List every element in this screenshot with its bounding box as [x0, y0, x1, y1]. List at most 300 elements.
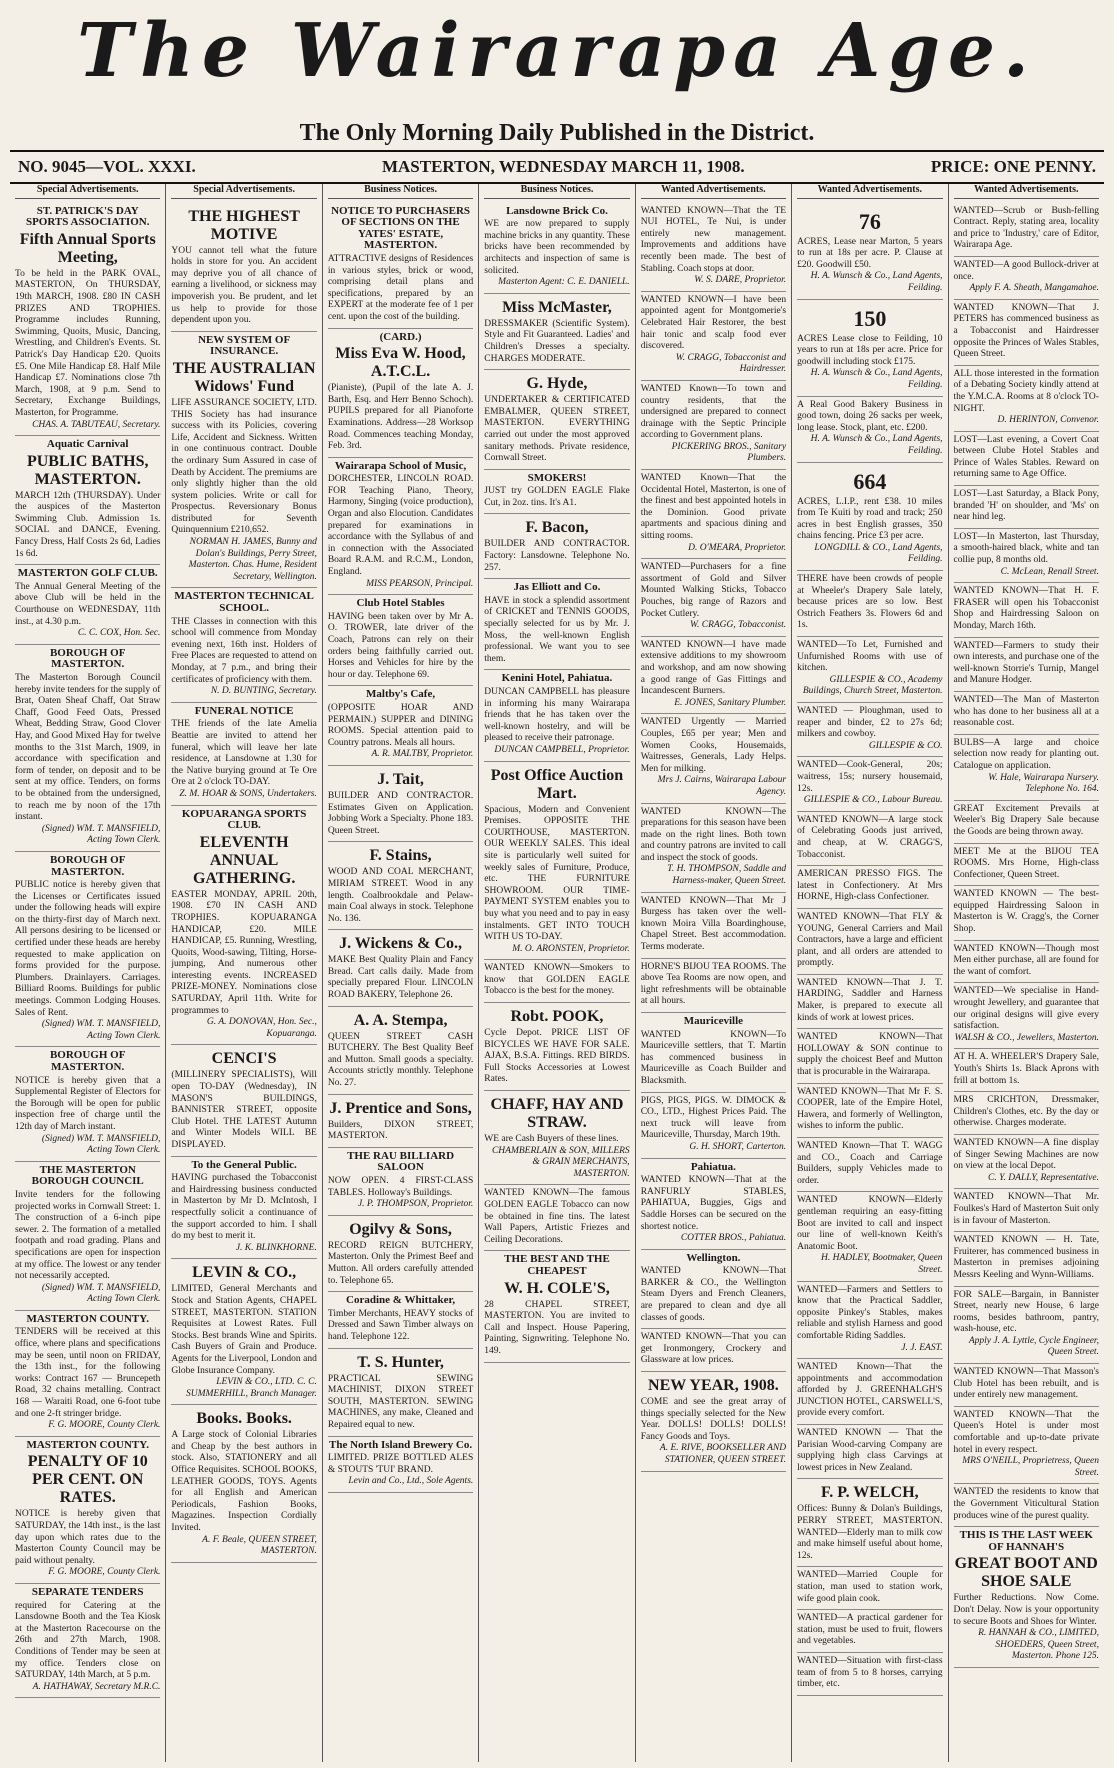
advertisement [954, 983, 1099, 1049]
ad-signature: DUNCAN CAMPBELL, Proprietor. [494, 744, 630, 755]
ad-display-line: Books. Books. [196, 1410, 292, 1428]
ad-heading: THE RAU BILLIARD SALOON [347, 1149, 455, 1174]
ad-body: WANTED KNOWN — H. Tate, Fruiterer, has commenced business in Masterton in premises adjoining Messrs Keeling and Wynn-Williams. [953, 1235, 1099, 1280]
advertisement [954, 844, 1099, 887]
ad-body: To be held in the PARK OVAL, MASTERTON, On THURSDAY, 19th MARCH, 1908. £80 IN CASH PRIZES AND TROPHIES. Programme includes Running, Swimming, Quoits, Music, Dancing, Wrestling, and Children's Events. St. Patrick's Day Handicap £20. Quoits £5. One Mile Handicap £8. Half Mile Handicap £7. Nominations close 7th March, 1908, at 9 p.m. Send to Secretary, Exchange Buildings, Masterton, for Programme. [15, 268, 161, 418]
ad-body: Invite tenders for the following projected works in Cornwall Street: 1. The construction of a 6-inch pipe sewer. 2. The formation of a metalled footpath and road grading. Plans and specifications are open for inspection at my office. The lowest or any tender not necessarily accepted. [15, 1189, 161, 1282]
ad-body: WANTED KNOWN—The famous GOLDEN EAGLE Tobacco can now be obtained in fine tins. The latest Wall Papers, Artistic Friezes and Ceiling Decorations. [484, 1188, 630, 1245]
advertisement [15, 852, 160, 1048]
ad-body: WANTED KNOWN — That the Parisian Wood-carving Company are supplying high class Carvings at lowest prices in New Zealand. [797, 1428, 943, 1473]
ad-signature: J. P. THOMPSON, Proprietor. [357, 1199, 474, 1210]
ad-body: WANTED—To Let, Furnished and Unfurnished Rooms with use of kitchen. [797, 640, 943, 674]
advertisement [954, 1135, 1099, 1189]
ad-body: WANTED Known—To town and country residents, that the undersigned are prepared to connect drainage with the Septic Principle according to Government plans. [640, 383, 787, 441]
advertisement [15, 1584, 160, 1698]
advertisement [15, 1311, 160, 1437]
ad-signature: J. J. EAST. [901, 1342, 943, 1353]
ad-signature: CHAMBERLAIN & SON, MILLERS & GRAIN MERCHANTS, MASTERTON. [491, 1145, 630, 1179]
advertisement [328, 203, 473, 329]
advertisement [797, 1084, 942, 1138]
advertisement [15, 1162, 160, 1311]
ad-body: LIFE ASSURANCE SOCIETY, LTD. THIS Society has had insurance success with its Policies, covering Life, Accident and Sickness. Written in one continuous contract. Double the ordinary Sum Assured in case of Death by Accident. The premiums are only slightly higher than the old system policies. Write or call for Prospectus. Reversionary Bonus distributed for Seventh Quinquennium £210,652. [171, 397, 317, 536]
ad-signature: Levin and Co., Ltd., Sole Agents. [348, 1476, 474, 1487]
ad-body: (MILLINERY SPECIALISTS), Will open TO-DAY (Wednesday), IN MASON'S BUILDINGS, BANNISTER STREET, opposite Club Hotel. THE LATEST Autumn and Winter Models WILL BE DISPLAYED. [171, 1070, 317, 1150]
ad-body: WANTED Urgently — Married Couples, £65 per year; Men and Women Cooks, Housemaids, Waitresses, Generals, Lady Helps. Men for milking. [640, 717, 787, 774]
ad-display-line: F. P. WELCH, [820, 1484, 919, 1502]
ad-body: LOST—In Masterton, last Thursday, a smooth-haired black, white and tan collie pup, 8 months old. [953, 531, 1099, 566]
ad-body: WOOD AND COAL MERCHANT, MIRIAM STREET. Wood in any length. Coalbrookdale and Pelaw-main Coal always in stock. Telephone No. 136. [327, 867, 474, 924]
ad-body: AMERICAN PRESSO FIGS. The latest in Confectionery. At Mrs HORNE, High-class Confectioner. [797, 869, 943, 903]
ad-body: WANTED—Situation with first-class team of from 5 to 8 horses, carrying timber, etc. [797, 1655, 943, 1690]
advertisement [15, 645, 160, 852]
ad-body: WANTED—Scrub or Bush-felling Contract. Reply, stating area, locality and price to 'Industry,' care of Editor, Wairarapa Age. [953, 205, 1099, 251]
ad-signature: H. A. Wunsch & Co., Land Agents, Feilding. [810, 271, 943, 293]
advertisement [484, 670, 629, 761]
ad-display-line: Robt. POOK, [510, 1008, 604, 1026]
ad-body: COME and see the great array of things specially selected for the New Year. DOLLS! DOLLS! DOLLS! Fancy Goods and Toys. [640, 1397, 787, 1442]
ad-signature: (Signed) WM. T. MANSFIELD, Acting Town Clerk. [41, 1133, 161, 1156]
ad-signature: J. K. BLINKHORNE. [235, 1242, 317, 1253]
ad-signature: (Signed) WM. T. MANSFIELD, Acting Town Clerk. [41, 1282, 161, 1305]
column-heading: Wanted Advertisements. [954, 184, 1099, 199]
ad-display-line: 664 [853, 468, 887, 494]
advertisement [797, 975, 942, 1029]
ad-body: WANTED KNOWN—To Mauriceville settlers, that T. Martin has commenced business in Mauriceville as Coach Builder and Blacksmith. [640, 1029, 787, 1086]
ad-body: WANTED KNOWN—I have been appointed agent for Montgomerie's Celebrated Hair Restorer, the best hair tonic and scalp food ever discovered. [640, 294, 787, 352]
ad-body: WANTED KNOWN—That J. T. HARDING, Saddler and Harness Maker, is prepared to execute all kinds of work at lowest prices. [797, 977, 943, 1023]
ad-signature: Apply J. A. Lyttle, Cycle Engineer, Queen Street. [968, 1335, 1099, 1358]
ad-body: A Real Good Bakery Business in good town, doing 26 sacks per week, long lease. Stock, plant, etc. £200. [797, 399, 943, 433]
ad-body: MEET Me at the BIJOU TEA ROOMS. Mrs Horne, High-class Confectioner, Queen Street. [953, 846, 1099, 880]
advertisement [797, 300, 942, 397]
ad-body: WANTED KNOWN—That the Queen's Hotel is under most comfortable and up-to-date private hotel in every respect. [953, 1409, 1099, 1455]
ad-body: WANTED KNOWN—I have made extensive additions to my showroom and workshop, and am now showing a good range of Gas Fittings and Incandescent Burners. [640, 639, 787, 697]
column-3 [322, 184, 478, 1762]
ad-display-line: 76 [858, 208, 881, 234]
ad-display-line: NEW YEAR, 1908. [648, 1377, 779, 1395]
advertisement [484, 203, 629, 294]
advertisement [15, 1437, 160, 1584]
ad-body: WANTED KNOWN—Though most Men either purchase, all are found for the want of comfort. [953, 943, 1099, 977]
advertisement [954, 1049, 1099, 1092]
advertisement [328, 1095, 473, 1148]
ad-signature: WALSH & CO., Jewellers, Masterton. [954, 1032, 1099, 1043]
ad-signature: CHAS. A. TABUTEAU, Secretary. [32, 419, 161, 430]
advertisement [15, 436, 160, 565]
advertisement [954, 941, 1099, 984]
ad-body: ATTRACTIVE designs of Residences in various styles, brick or wood, comprising detail plans and specifications, prepared by an EXPERT at the moderate fee of 1 per cent. upon the cost of the building. [327, 253, 474, 322]
ad-body: ACRES Lease close to Feilding, 10 years to run at 18s per acre. Price for goodwill including stock £175. [797, 333, 943, 367]
ad-body: DORCHESTER, LINCOLN ROAD. FOR Teaching Piano, Theory, Harmony, Singing (voice production), Organ and also Elocution. Candidates prepared for examinations in accordance with the Syllabus of and in connection with the Associated Board R.A.M. and R.C.M., London, England. [327, 474, 474, 578]
column-heading: Business Notices. [484, 184, 629, 199]
ad-heading: Coradine & Whittaker, [346, 1294, 456, 1307]
ad-signature: MISS PEARSON, Principal. [366, 578, 474, 589]
ad-body: ACRES, Lease near Marton, 5 years to run at 18s per acre. P. Clause at £20. Goodwill £50. [797, 236, 943, 270]
ad-body: LIMITED, General Merchants and Stock and Station Agents, CHAPEL STREET, MASTERTON. STATION Requisites at Lowest Rates. Full Stocks. Best brands Wine and Spirits. Cash Buyers of Grain and Produce. Agents for the Liverpool, London and Globe Insurance Company. [171, 1284, 317, 1376]
advertisement [797, 637, 942, 703]
advertisement [15, 565, 160, 645]
ad-signature: Masterton Agent: C. E. DANIELL. [498, 277, 630, 288]
ad-body: LIMITED. PRIZE BOTTLED ALES & STOUTS 'TUI' BRAND. [327, 1453, 474, 1475]
advertisement [954, 735, 1099, 801]
advertisement [797, 909, 942, 975]
ad-body: WANTED KNOWN—That BARKER & CO., the Wellington Steam Dyers and French Cleaners, are prepared to clean and dye all classes of goods. [640, 1266, 787, 1323]
column-5 [635, 184, 791, 1762]
newspaper-title: The Wairarapa Age. [77, 8, 1037, 94]
advertisement [641, 1159, 786, 1250]
ad-signature: F. G. MOORE, County Clerk. [48, 1420, 161, 1431]
ad-body: WANTED KNOWN—Elderly gentleman requiring an easy-fitting Boot are invited to call and inspect our line of well-known Keith's Anatomic Boot. [797, 1195, 943, 1252]
advertisement [641, 203, 786, 292]
advertisement [797, 571, 942, 637]
ad-body: BUILDER AND CONTRACTOR. Factory: Lansdowne. Telephone No. 257. [484, 539, 630, 573]
ad-body: (OPPOSITE HOAR AND PERMAIN.) SUPPER and DINING ROOMS. Special attention paid to Country patrons. Meals all hours. [327, 702, 474, 748]
advertisement [797, 1567, 942, 1610]
ad-heading: KOPUARANGA SPORTS CLUB. [181, 807, 307, 832]
ad-body: WANTED Known—That the appointments and accommodation afforded by J. GREENHALGH'S JUNCTION HOTEL, CARSWELL'S, provide every comfort. [797, 1362, 943, 1419]
ad-body: EASTER MONDAY, APRIL 20th, 1908. £70 IN CASH AND TROPHIES. KOPUARANGA HANDICAP, £20. MILE HANDICAP, £5. Running, Wrestling, Quoits, Wood-sawing, Tilting, Horse-jumping, And numerous other interesting events. INCREASED PRIZE-MONEY. Nominations close SATURDAY, April 11th. Write for programmes to [171, 889, 317, 1016]
ad-body: required for Catering at the Lansdowne Booth and the Tea Kiosk at the Masterton Racecourse on the 26th and 27th March, 1908. Conditions of Tender may be seen at my office. Tenders close on SATURDAY, 14th March, at 5 p.m. [15, 1600, 161, 1681]
advertisement [484, 1251, 629, 1362]
ad-body: WANTED—Cook-General, 20s; waitress, 15s; nursery housemaid, 12s. [797, 760, 943, 794]
ad-signature: W. Hale, Wairarapa Nursery. Telephone No. 164. [988, 772, 1099, 795]
advertisement [797, 757, 942, 811]
ad-display-line: J. Tait, [377, 770, 424, 788]
ad-signature: NORMAN H. JAMES, Bunny and Dolan's Buildings, Perry Street, Masterton. Chas. Hume, Resident Secretary, Wellington. [188, 537, 317, 582]
ad-body: NOTICE is hereby given that a Supplemental Register of Electors for the Borough will be open for public inspection free of charge until the 12th day of March instant. [15, 1075, 161, 1132]
advertisement [797, 1192, 942, 1281]
ad-signature: Apply F. A. Sheath, Mangamahoe. [969, 283, 1099, 294]
ad-body: MAKE Best Quality Plain and Fancy Bread. Cart calls daily. Made from specially prepared Flour. LINCOLN ROAD BAKERY, Telephone 26. [327, 955, 474, 1001]
advertisement [328, 766, 473, 842]
advertisement [641, 1013, 786, 1093]
ad-signature: C. Y. DALLY, Representative. [988, 1172, 1099, 1183]
ad-body: ALL those interested in the formation of a Debating Society kindly attend at the Y.M.C.A. Rooms at 8 o'clock TO-NIGHT. [953, 368, 1099, 414]
advertisement [171, 1259, 316, 1405]
ad-display-line: F. Bacon, [525, 519, 589, 537]
ad-heading: MASTERTON GOLF CLUB. [17, 567, 158, 580]
advertisement [797, 397, 942, 463]
ad-body: The Masterton Borough Council hereby invite tenders for the supply of Brat, Oaten Sheaf Chaff, Oat Straw Chaff, Good Feed Oats, Pressed Wheat, Bedding Straw, Good Clover Hay, and Good Mixed Hay for twelve months to the 31st March, 1909, in accordance with specification and form of tender, on deposit and to be sent at my office. Tenders, on forms to be obtained from the undersigned, to reach me by noon of the 17th instant. [15, 673, 161, 823]
ad-body: WANTED KNOWN—That Mr. Foulkes's Hard of Masterton Suit only is in favour of Masterton. [953, 1192, 1099, 1226]
ad-display-line: 150 [853, 305, 887, 331]
issue-date: MASTERTON, WEDNESDAY MARCH 11, 1908. [381, 157, 745, 176]
advertisement [954, 886, 1099, 940]
advertisement [328, 595, 473, 686]
ad-body: (Pianiste), (Pupil of the late A. J. Barth, Esq. and Herr Benno Schoch). PUPILS prepared for all Pianoforte Examinations. Address—28 Worksop Road. Commences teaching Monday, Feb. 3rd. [327, 383, 474, 452]
advertisement [954, 1484, 1099, 1527]
ad-body: WANTED Known—That T. WAGG and CO., Coach and Carriage Builders, supply Vehicles made to order. [797, 1141, 943, 1186]
ad-heading: The North Island Brewery Co. [329, 1438, 473, 1451]
ad-signature: PICKERING BROS., Sanitary Plumbers. [671, 441, 787, 464]
ad-display-line: Post Office Auction Mart. [490, 766, 624, 802]
advertisement [954, 486, 1099, 529]
ad-body: ACRES, L.I.P., rent £38. 10 miles from Te Kuiti by road and track; 250 acres in best English grasses, 350 chains fencing. Price £3 per acre. [797, 496, 943, 542]
ad-display-line: J. Wickens & Co., [339, 935, 463, 953]
advertisement [641, 1250, 786, 1330]
ad-body: WANTED Known—That the Occidental Hotel, Masterton, is one of the finest and best appointed hotels in the Dominion. Good private apartments and spacious dining and sitting rooms. [640, 473, 787, 542]
ad-display-line: PENALTY OF 10 PER CENT. ON RATES. [27, 1453, 148, 1507]
advertisement [328, 842, 473, 930]
ad-display-line: G. Hyde, [526, 375, 588, 393]
advertisement [954, 1407, 1099, 1485]
ad-signature: D. HERINTON, Convenor. [997, 415, 1099, 426]
ad-display-line: GREAT BOOT AND SHOE SALE [954, 1555, 1098, 1591]
advertisement [797, 1479, 942, 1567]
advertisement [954, 638, 1099, 692]
ad-signature: W. CRAGG, Tobacconist. [689, 620, 787, 631]
ad-body: WANTED KNOWN—That HOLLOWAY & SON continue to supply the choicest Beef and Mutton that is procurable in the Wairarapa. [797, 1032, 943, 1078]
ad-signature: H. A. Wunsch & Co., Land Agents, Feilding. [810, 434, 943, 456]
advertisement [797, 1138, 942, 1192]
ad-body: BULBS—A large and choice selection now ready for planting out. Catalogue on application. [953, 737, 1099, 771]
advertisement [171, 1157, 316, 1260]
ad-display-line: Ogilvy & Sons, [349, 1220, 452, 1238]
advertisement [954, 529, 1099, 583]
column-heading: Wanted Advertisements. [641, 184, 786, 199]
advertisement [171, 203, 316, 332]
ad-display-line: Fifth Annual Sports Meeting, [19, 230, 156, 266]
ad-body: Cycle Depot. PRICE LIST OF BICYCLES WE HAVE FOR SALE. AJAX, B.S.A. Fittings. RED BIRDS. Full Stocks Accessories at Lowest Rates. [484, 1028, 630, 1085]
advertisement [328, 1007, 473, 1095]
ad-signature: G. H. SHORT, Carterton. [689, 1141, 787, 1152]
ad-signature: W. S. DARE, Proprietor. [694, 275, 787, 286]
ad-heading: Wellington. [686, 1251, 741, 1264]
ad-heading: Aquatic Carnival [46, 438, 129, 451]
ad-signature: H. HADLEY, Bootmaker, Queen Street. [820, 1253, 943, 1275]
ad-heading: Wairarapa School of Music, [334, 459, 467, 472]
ad-body: PIGS, PIGS, PIGS. W. DIMOCK & CO., LTD., Highest Prices Paid. The next truck will leave from Mauriceville, Thursday, March 19th. [640, 1095, 787, 1141]
advertisement [15, 203, 160, 437]
advertisement [641, 1093, 786, 1159]
ad-body: LOST—Last evening, a Covert Coat between Clube Hotel Stables and Prince of Wales Stables. Reward on returning same to Age Office. [953, 434, 1099, 480]
ad-signature: GILLESPIE & CO., Academy Buildings, Church Street, Masterton. [802, 674, 943, 697]
column-heading: Wanted Advertisements. [797, 184, 942, 199]
dateline [10, 150, 1104, 184]
advertisement [797, 812, 942, 866]
ad-signature: D. O'MEARA, Proprietor. [688, 542, 787, 553]
advertisement [954, 257, 1099, 300]
ad-body: WANTED KNOWN — The best-equipped Hairdressing Saloon in Masterton is W. Cragg's, the Corner Shop. [953, 889, 1099, 935]
ad-heading: (CARD.) [379, 330, 422, 343]
advertisement [797, 1029, 942, 1083]
ad-signature: A. R. MALTBY, Proprietor. [371, 749, 474, 760]
advertisement [484, 514, 629, 579]
advertisement [954, 583, 1099, 637]
ad-body: GREAT Excitement Prevails at Weeler's Big Drapery Sale because the Goods are being thrown away. [953, 803, 1099, 837]
ad-body: TENDERS will be received at this office, where plans and specifications may be seen, until noon on FRIDAY, the 13th inst., for the following works: Contract 167 — Bruncepeth Road, 32 chains metalling. Contract 168 — Waraiti Road, one 6-foot tube and one 2-ft stringer bridge. [15, 1327, 161, 1419]
issue-number: NO. 9045—VOL. XXXI. [18, 157, 196, 176]
ad-display-line: Miss McMaster, [502, 298, 612, 316]
ad-signature: F. G. MOORE, County Clerk. [48, 1567, 161, 1578]
advertisement [171, 588, 316, 702]
ad-heading: Kenini Hotel, Pahiatua. [501, 672, 613, 685]
column-2 [165, 184, 321, 1762]
advertisement [171, 703, 316, 806]
ad-signature: Z. M. HOAR & SONS, Undertakers. [179, 788, 317, 799]
ad-heading: MASTERTON COUNTY. [26, 1312, 149, 1325]
advertisement [954, 1092, 1099, 1135]
advertisement [797, 703, 942, 757]
advertisement [641, 714, 786, 803]
advertisement [484, 1091, 629, 1185]
ad-signature: MRS O'NEILL, Proprietress, Queen Street. [962, 1456, 1099, 1478]
ad-body: HAVING purchased the Tobacconist and Hairdressing business conducted in Masterton by Mr D. McIntosh, I respectfully solicit a continuance of the support accorded to him. I shall do my best to merit it. [171, 1173, 317, 1242]
advertisement [15, 1047, 160, 1161]
ad-heading: MASTERTON COUNTY. [26, 1438, 149, 1451]
ad-body: THE friends of the late Amelia Beattie are invited to attend her funeral, which will leave her late residence, at Lansdowne at 1.30 for the Native burying ground at Te Ore Ore at 2 o'clock TO-DAY. [171, 719, 317, 788]
ad-display-line: PUBLIC BATHS, MASTERTON. [26, 452, 149, 488]
ad-body: WANTED KNOWN—That Masson's Club Hotel has been rebuilt, and is under entirely new management. [953, 1367, 1099, 1401]
advertisement [641, 292, 786, 381]
ad-signature: GILLESPIE & CO., Labour Bureau. [803, 795, 943, 806]
advertisement [954, 432, 1099, 486]
ad-heading: THE MASTERTON BOROUGH COUNCIL [31, 1163, 144, 1188]
advertisement [954, 801, 1099, 844]
column-1 [10, 184, 165, 1762]
ad-body: WANTED — Ploughman, used to reaper and binder, £2 to 27s 6d; milkers and cowboy. [797, 706, 943, 740]
ad-display-line: A. A. Stempa, [353, 1011, 448, 1029]
ad-body: UNDERTAKER & CERTIFICATED EMBALMER, QUEEN STREET, MASTERTON. EVERYTHING carried out under the most approved sanitary methods. Private residence, Cornwall Street. [484, 395, 630, 464]
advertisement [328, 1437, 473, 1493]
advertisement [484, 960, 629, 1003]
advertisement [797, 1610, 942, 1653]
ad-heading: SMOKERS! [527, 471, 587, 484]
ad-body: PUBLIC notice is hereby given that the Licenses or Certificates issued under the following heads will expire on the thirty-first day of March next. All persons desiring to be licensed or certified under these heads are hereby requested to make application on forms provided for the purpose. Plumbers. Drainlayers. Carriages. Billiard Rooms. Buildings for public meetings. Common Lodging Houses. Sales of Rent. [15, 880, 161, 1018]
ad-body: WANTED—Farmers to study their own interests, and purchase one of the well-known Storrie's Turnip, Mangel and Manure Hodger. [953, 640, 1099, 686]
ad-signature: Mrs J. Cairns, Wairarapa Labour Agency. [657, 775, 787, 797]
ad-body: WANTED KNOWN—A large stock of Celebrating Goods just arrived, and cheap, at W. CRAGG'S, Tobacconist. [797, 814, 943, 860]
ad-body: WANTED—Married Couple for station, man used to station work, wife good plain cook. [797, 1570, 943, 1604]
ad-body: QUEEN STREET CASH BUTCHERY. The Best Quality Beef and Mutton. Small goods a specialty. Accounts strictly monthly. Telephone No. 27. [327, 1031, 474, 1089]
advertisement [328, 1349, 473, 1437]
ad-display-line: CENCI'S [211, 1050, 277, 1068]
advertisement [954, 1189, 1099, 1232]
advertisement [328, 1216, 473, 1292]
advertisement [641, 804, 786, 893]
ad-body: BUILDER AND CONTRACTOR. Estimates Given on Application. Jobbing Work a Specialty. Phone 183. Queen Street. [327, 790, 474, 836]
advertisement [484, 762, 629, 961]
ad-body: DRESSMAKER (Scientific System). Style and Fit Guaranteed. Ladies' and Children's Dresses a specialty. CHARGES MODERATE. [484, 318, 630, 364]
advertisement [954, 1364, 1099, 1407]
advertisement [484, 1003, 629, 1091]
advertisement [641, 893, 786, 959]
ad-heading: ST. PATRICK'S DAY SPORTS ASSOCIATION. [25, 204, 150, 229]
ad-body: WANTED KNOWN—A fine display of Singer Sewing Machines are now on view at the local Depot. [953, 1137, 1099, 1172]
ad-body: JUST try GOLDEN EAGLE Flake Cut, in 2oz. tins. It's A1. [484, 486, 630, 508]
advertisement [954, 1287, 1099, 1365]
ad-body: LOST—Last Saturday, a Black Pony, branded 'H' on shoulder, and 'Ms' on near hind leg. [953, 489, 1099, 523]
ad-display-line: F. Stains, [369, 847, 432, 865]
ad-signature: G. A. DONOVAN, Hon. Sec., Kopuaranga. [206, 1017, 317, 1039]
ad-signature: C. McLean, Renall Street. [1000, 566, 1099, 577]
ad-body: Further Reductions. Now Come. Don't Delay. Now is your opportunity to secure Boots and Shoes for Winter. [953, 1593, 1099, 1627]
ad-body: HORNE'S BIJOU TEA ROOMS. The above Tea Rooms are now open, and light refreshments will be obtainable at all hours. [640, 961, 787, 1007]
column-4 [478, 184, 634, 1762]
ad-body: WANTED the residents to know that the Government Viticultural Station produces wine of the purest quality. [953, 1487, 1099, 1521]
ad-signature: T. H. THOMPSON, Saddle and Harness-maker, Queen Street. [667, 864, 787, 887]
ad-heading: Maltby's Cafe, [366, 688, 436, 701]
ad-signature: C. C. COX, Hon. Sec. [77, 628, 161, 639]
ad-body: WE are now prepared to supply machine bricks in any quantity. These bricks have been recommended by architects and inspection of same is solicited. [484, 219, 630, 276]
advertisement [954, 1232, 1099, 1286]
advertisement [641, 470, 786, 559]
ad-signature: A. F. Beale, QUEEN STREET, MASTERTON. [202, 1534, 317, 1557]
ad-body: WANTED—The Man of Masterton who has done to her business all at a reasonable cost. [953, 694, 1099, 729]
ad-signature: N. D. BUNTING, Secretary. [210, 686, 317, 697]
ad-heading: Mauriceville [683, 1015, 744, 1027]
ad-body: MARCH 12th (THURSDAY). Under the auspices of the Masterton Swimming Club. Admission 1s. SOCIAL and DANCE, Evening. Fancy Dress, Half Costs 2s 6d, Ladies 1s 6d. [15, 490, 161, 559]
ad-body: DUNCAN CAMPBELL has pleasure in informing his many Wairarapa friends that he has taken over the well-known hostelry, and will be pleased to receive their patronage. [484, 687, 630, 744]
ad-body: WANTED—A practical gardener for station, must be used to fruit, flowers and vegetables. [797, 1613, 943, 1647]
ad-body: WANTED KNOWN—That Mr F. S. COOPER, late of the Empire Hotel, Hawera, and formerly of Wellington, wishes to inform the public. [797, 1086, 943, 1132]
ad-body: NOW OPEN. 4 FIRST-CLASS TABLES. Holloway's Buildings. [327, 1176, 474, 1198]
ad-body: AT H. A. WHEELER'S Drapery Sale, Youth's Shirts 1s. Black Aprons with frill at bottom 1s. [953, 1052, 1099, 1086]
ad-display-line: CHAFF, HAY AND STRAW. [490, 1096, 624, 1132]
advertisement [484, 370, 629, 470]
ad-signature: E. JONES, Sanitary Plumber. [674, 697, 787, 708]
ad-body: WANTED KNOWN—That at the RANFURLY STABLES, PAHIATUA, Buggies, Gigs and Saddle Horses can be secured on the shortest notice. [640, 1175, 787, 1232]
advertisement [328, 1148, 473, 1216]
ad-signature: M. O. ARONSTEN, Proprietor. [512, 943, 630, 954]
ad-heading: THIS IS THE LAST WEEK OF HANNAH'S [959, 1529, 1093, 1553]
advertisement [641, 1329, 786, 1372]
ad-body: 28 CHAPEL STREET, MASTERTON. You are invited to Call and Inspect. House Papering, Painting, Signwriting. Telephone No. 149. [484, 1299, 630, 1356]
ad-heading: NEW SYSTEM OF INSURANCE. [198, 333, 291, 358]
ad-body: MRS CRICHTON, Dressmaker, Children's Clothes, etc. By the day or otherwise. Charges moderate. [953, 1095, 1099, 1129]
ad-body: NOTICE is hereby given that SATURDAY, the 14th inst., is the last day upon which rates due to the Masterton County Council may be paid without penalty. [15, 1509, 161, 1566]
ad-signature: (Signed) WM. T. MANSFIELD, Acting Town Clerk. [41, 823, 161, 846]
ad-heading: BOROUGH OF MASTERTON. [49, 1049, 126, 1073]
ad-signature: W. CRAGG, Tobacconist and Hairdresser. [675, 352, 787, 375]
advertisement [954, 366, 1099, 432]
ad-heading: To the General Public. [191, 1158, 297, 1171]
advertisement [797, 1359, 942, 1425]
ad-body: WANTED KNOWN—That J. PETERS has commenced business as a Tobacconist and Hairdresser opposite the Princes of Wales Stables, Queen Street. [953, 302, 1099, 360]
advertisement [641, 559, 786, 637]
column-6 [791, 184, 947, 1762]
ad-heading: Pahiatua. [690, 1160, 736, 1173]
ad-display-line: T. S. Hunter, [357, 1353, 444, 1371]
advertisement [484, 470, 629, 515]
ad-display-line: J. Prentice and Sons, [329, 1099, 472, 1117]
advertisement [641, 1372, 786, 1472]
ad-body: WANTED KNOWN—That the TE NUI HOTEL, Te Nui, is under entirely new management. Improvements and additions have recently been made. The best of Stabling. Coach stops at door. [640, 205, 787, 274]
page-columns [10, 184, 1104, 1762]
ad-heading: Jas Elliott and Co. [513, 581, 601, 594]
advertisement [171, 332, 316, 589]
advertisement [954, 1527, 1099, 1668]
ad-body: WANTED KNOWN—The preparations for this season have been made on the right lines. Both town and country patrons are invited to call and inspect the stock of goods. [640, 806, 787, 863]
advertisement [328, 458, 473, 596]
ad-body: Offices: Bunny & Dolan's Buildings, PERRY STREET, MASTERTON. WANTED—Elderly man to milk cow and make himself useful about home, 12s. [797, 1504, 943, 1561]
advertisement [328, 930, 473, 1006]
advertisement [171, 1045, 316, 1156]
advertisement [641, 381, 786, 470]
ad-body: Spacious, Modern and Convenient Premises. OPPOSITE THE COURTHOUSE, MASTERTON. OUR WEEKLY SALES. This ideal site is particularly well suited for weekly sales of Furniture, Produce, etc. THE FURNITURE SHOWROOM. OUR TIME-PAYMENT SYSTEM enables you to buy what you need and to pay in easy instalments. GET INTO TOUCH WITH US TO-DAY. [484, 804, 630, 943]
advertisement [328, 686, 473, 766]
ad-heading: BOROUGH OF MASTERTON. [49, 853, 126, 878]
ad-heading: SEPARATE TENDERS [31, 1585, 144, 1598]
column-heading: Business Notices. [328, 184, 473, 199]
newspaper-subtitle: The Only Morning Daily Published in the District. [299, 120, 815, 146]
ad-body: THERE have been crowds of people at Wheeler's Drapery Sale lately, because prices are so low. Best Ostrich Feathers 3s. Flowers 6d and 1s. [797, 574, 943, 631]
ad-heading: MASTERTON TECHNICAL SCHOOL. [174, 590, 314, 615]
ad-body: Timber Merchants, HEAVY stocks of Dressed and Sawn Timber always on hand. Telephone 122. [327, 1308, 474, 1342]
advertisement [797, 203, 942, 300]
issue-price: PRICE: ONE PENNY. [930, 157, 1096, 176]
advertisement [328, 329, 473, 458]
